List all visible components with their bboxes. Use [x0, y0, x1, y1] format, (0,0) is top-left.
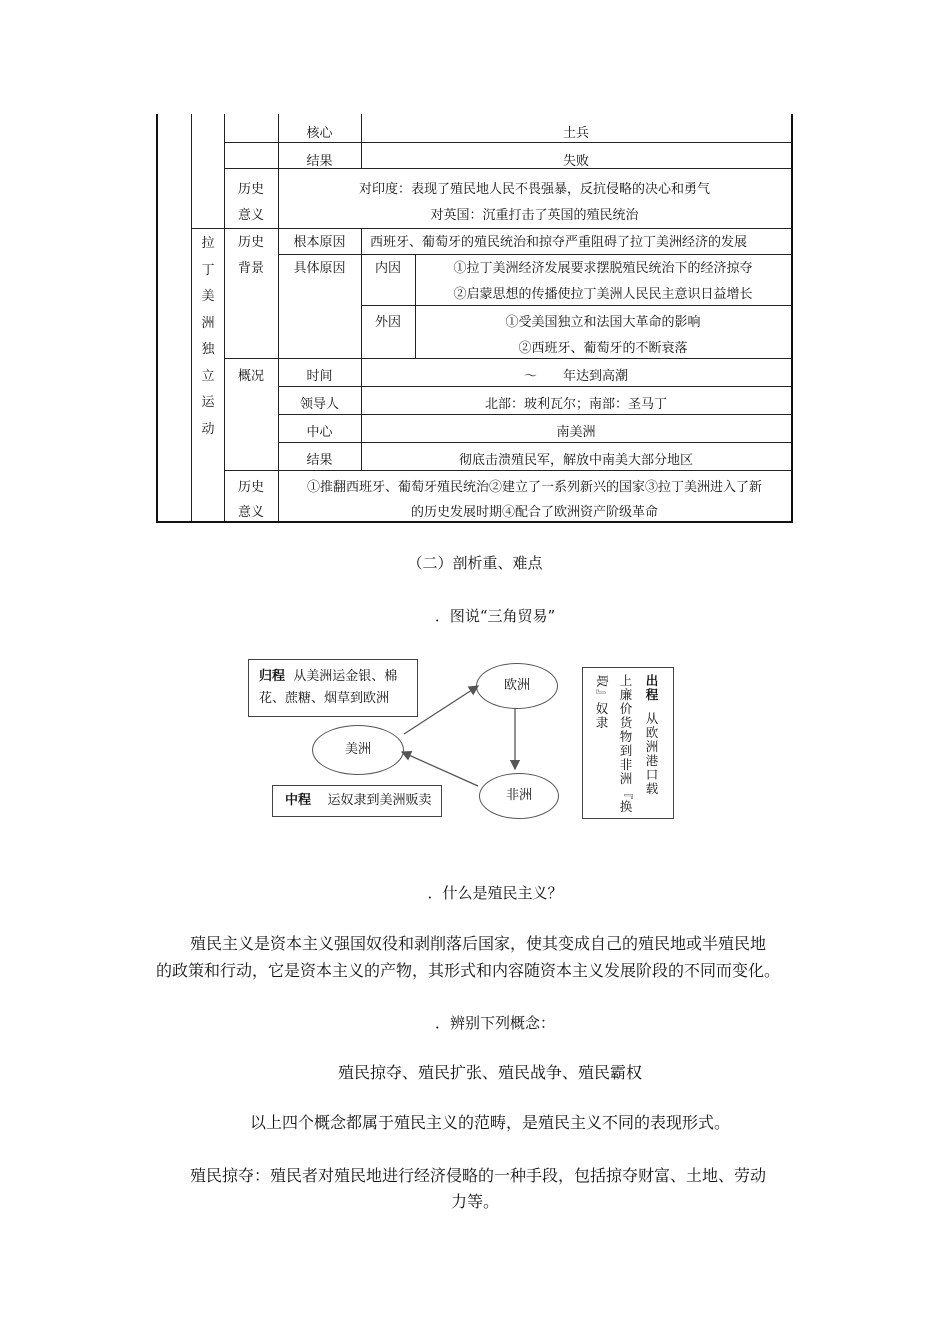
root-cause-value: 西班牙、葡萄牙的殖民统治和掠夺严重阻碍了拉丁美洲经济的发展 [370, 235, 748, 250]
return-leg-label: 归程 [259, 669, 286, 684]
specific-cause-label: 具体原因 [293, 261, 346, 276]
title-char: 动 [201, 421, 215, 437]
america-label: 美洲 [344, 742, 371, 757]
internal-cause-line: ①拉丁美洲经济发展要求摆脱殖民统治下的经济掠夺 [453, 261, 753, 276]
row-value-core: 土兵 [562, 126, 589, 141]
return-leg-text: 从美洲运金银、棉 [293, 669, 398, 684]
title-char: 拉 [201, 236, 215, 251]
row-value-result: 失败 [562, 154, 589, 169]
outbound-char: 』 [595, 688, 610, 702]
america-node [312, 725, 404, 775]
external-cause-line: ①受美国独立和法国大革命的影响 [505, 315, 701, 330]
outbound-char: 隶 [595, 715, 609, 730]
concepts-heading: ．辨别下列概念： [434, 1014, 555, 1032]
outbound-char: 从 [645, 711, 659, 726]
outbound-char: 港 [645, 753, 659, 768]
internal-cause-line: ②启蒙思想的传播使拉丁美洲人民民主意识日益增长 [453, 287, 753, 302]
row-label-result: 结果 [306, 154, 333, 169]
colonial-plunder-definition: 殖民掠夺：殖民者对殖民地进行经济侵略的一种手段，包括掠夺财富、土地、劳动 [190, 1166, 767, 1185]
meaning-line: ①推翻西班牙、葡萄牙殖民统治②建立了一系列新兴的国家③拉丁美洲进入了新 [306, 480, 762, 495]
concepts-summary: 以上四个概念都属于殖民主义的范畴，是殖民主义不同的表现形式。 [249, 1113, 730, 1132]
outbound-char: 价 [619, 701, 633, 716]
outbound-char: 口 [645, 767, 659, 782]
middle-passage-box [272, 785, 442, 817]
outcome-value: 彻底击溃殖民军，解放中南美大部分地区 [458, 453, 693, 468]
internal-cause-label: 内因 [374, 261, 401, 276]
row-label-meaning: 意义 [238, 505, 265, 520]
time-value: ～ 年达到高潮 [523, 369, 628, 384]
outbound-char: 出 [645, 673, 659, 688]
outbound-char: 物 [619, 729, 633, 744]
significance-line: 对英国：沉重打击了英国的殖民统治 [430, 208, 639, 223]
leader-value: 北部：玻利瓦尔；南部：圣马丁 [484, 397, 667, 412]
outbound-char: 取 [595, 674, 610, 688]
title-char: 美 [201, 289, 215, 304]
colonialism-paragraph: 殖民主义是资本主义强国奴役和剥削落后国家，使其变成自己的殖民地或半殖民地 [190, 934, 767, 953]
row-label-background: 背景 [238, 261, 265, 276]
return-leg-box [248, 659, 418, 717]
outbound-char: 上 [619, 673, 633, 688]
outbound-column-1 [643, 674, 661, 796]
europe-label: 欧洲 [503, 678, 530, 693]
root-cause-label: 根本原因 [293, 235, 346, 250]
outbound-char: 欧 [645, 725, 659, 740]
concepts-list: 殖民掠夺、殖民扩张、殖民战争、殖民霸权 [337, 1063, 642, 1082]
europe-node [476, 663, 558, 709]
return-leg-text: 花、蔗糖、烟草到欧洲 [259, 691, 390, 706]
center-value: 南美洲 [556, 425, 596, 440]
outbound-column-2 [617, 674, 635, 814]
title-char: 洲 [201, 315, 215, 331]
title-char: 丁 [201, 262, 215, 278]
row-label-core: 核心 [306, 126, 333, 141]
outbound-char: 非 [619, 757, 633, 772]
outbound-char: 洲 [645, 739, 659, 754]
outbound-leg-box [582, 667, 674, 819]
external-cause-line: ②西班牙、葡萄牙的不断衰落 [518, 341, 688, 356]
outbound-char: 载 [645, 781, 659, 796]
row-label-background: 历史 [238, 235, 265, 250]
title-char: 立 [201, 368, 215, 384]
row-label-significance: 历史 [238, 182, 265, 197]
leader-label: 领导人 [299, 397, 339, 412]
row-label-significance: 意义 [238, 208, 265, 223]
colonial-plunder-definition: 力等。 [450, 1192, 499, 1211]
meaning-line: 的历史发展时期④配合了欧洲资产阶级革命 [410, 505, 658, 520]
outbound-char: 到 [619, 743, 633, 758]
outbound-char: 奴 [595, 701, 609, 716]
title-char: 独 [201, 342, 215, 357]
africa-node [479, 773, 559, 819]
title-char: 运 [201, 395, 215, 410]
row-label-overview: 概况 [238, 369, 265, 384]
row-label-meaning: 历史 [238, 480, 265, 495]
middle-passage-label: 中程 [285, 793, 312, 808]
outbound-char: 程 [645, 687, 659, 702]
outbound-column-3 [593, 674, 611, 730]
colonialism-heading: ．什么是殖民主义？ [427, 884, 563, 902]
outbound-char: 『 [619, 786, 634, 800]
colonialism-paragraph: 的政策和行动，它是资本主义的产物，其形式和内容随资本主义发展阶段的不同而变化。 [156, 961, 781, 980]
external-cause-label: 外因 [374, 315, 401, 330]
time-label: 时间 [306, 369, 333, 384]
middle-passage-text: 运奴隶到美洲贩卖 [327, 793, 432, 808]
africa-label: 非洲 [505, 788, 532, 803]
outbound-char: 廉 [619, 687, 633, 702]
outbound-char: 换 [619, 799, 633, 814]
section-heading: （二）剖析重、难点 [407, 554, 543, 572]
significance-line: 对印度：表现了殖民地人民不畏强暴，反抗侵略的决心和勇气 [358, 182, 710, 197]
outbound-char: 洲 [619, 771, 633, 786]
outcome-label: 结果 [306, 453, 333, 468]
outbound-char: 货 [619, 715, 633, 730]
center-label: 中心 [306, 425, 333, 440]
triangle-trade-heading: ．图说“三角贸易” [434, 607, 556, 625]
